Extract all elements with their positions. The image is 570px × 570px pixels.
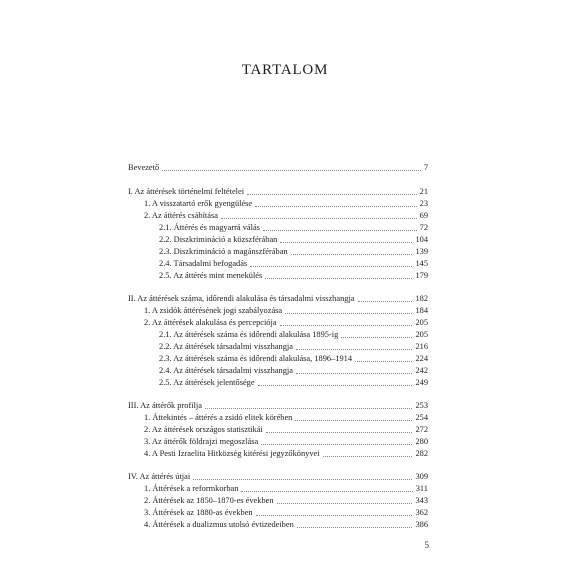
toc-entry-title: 2. Az áttérés csábítása [144, 211, 218, 220]
toc-entry-page: 343 [415, 496, 428, 505]
toc-entry-title: 1. Áttekintés – áttérés a zsidó elitek körében [144, 413, 293, 422]
toc-entry-title: 2.4. Társadalmi befogadás [159, 259, 248, 268]
toc-entry-title: IV. Az áttérés útjai [128, 472, 191, 481]
toc-leader-dots [241, 491, 412, 492]
toc-entry-title: 2. Áttérések az 1850–1870-es években [144, 496, 274, 505]
toc-entry-page: 309 [415, 472, 428, 481]
toc-leader-dots [263, 230, 417, 231]
toc-entry[interactable] [159, 365, 428, 376]
toc-entry-page: 205 [415, 318, 428, 327]
toc-entry[interactable] [159, 341, 428, 352]
toc-entry-page: 21 [419, 187, 428, 196]
toc-entry-page: 182 [415, 294, 428, 303]
toc-entry[interactable] [159, 222, 428, 233]
toc-leader-dots [162, 170, 421, 171]
toc-entry[interactable] [159, 270, 428, 281]
toc-entry-page: 254 [415, 413, 428, 422]
toc-entry-page: 386 [415, 520, 428, 529]
toc-entry-title: 4. Áttérések a dualizmus utolsó évtizedeiben [144, 520, 294, 529]
toc-leader-dots [358, 301, 413, 302]
toc-entry[interactable] [144, 495, 428, 506]
toc-entry-page: 184 [415, 306, 428, 315]
toc-entry[interactable] [128, 293, 428, 304]
toc-leader-dots [261, 444, 412, 445]
toc-entry-title: 2.3. Diszkrimináció a magánszférában [159, 247, 288, 256]
toc-entry[interactable] [144, 305, 428, 316]
toc-leader-dots [221, 218, 417, 219]
toc-entry[interactable] [144, 507, 428, 518]
toc-entry[interactable] [159, 234, 428, 245]
toc-entry[interactable] [159, 329, 428, 340]
toc-entry[interactable] [144, 448, 428, 459]
toc-entry[interactable] [144, 412, 428, 423]
toc-entry-title: III. Az áttérők profilja [128, 401, 202, 410]
toc-entry-title: 2.1. Áttérés és magyarrá válás [159, 223, 260, 232]
toc-leader-dots [285, 313, 412, 314]
toc-entry-title: 3. Áttérések az 1880-as években [144, 508, 253, 517]
toc-entry-title: 1. A visszatartó erők gyengülése [144, 199, 253, 208]
toc-entry-title: 2. Az áttérések alakulása és percepciója [144, 318, 277, 327]
toc-leader-dots [297, 527, 413, 528]
toc-leader-dots [205, 408, 412, 409]
toc-entry-title: 4. A Pesti Izraelita Hitközség kitérési jegyzőkönyvei [144, 449, 320, 458]
toc-leader-dots [255, 206, 416, 207]
toc-entry[interactable] [144, 210, 428, 221]
toc-entry-page: 280 [415, 437, 428, 446]
toc-entry-page: 249 [415, 378, 428, 387]
toc-entry-page: 7 [423, 163, 428, 172]
toc-entry-page: 362 [415, 508, 428, 517]
toc-entry-title: 3. Az áttérők földrajzi megoszlása [144, 437, 259, 446]
toc-entry-page: 104 [415, 235, 428, 244]
toc-entry-page: 282 [415, 449, 428, 458]
toc-entry-title: 2.2. Diszkrimináció a közszférában [159, 235, 278, 244]
toc-leader-dots [291, 254, 413, 255]
toc-leader-dots [323, 456, 413, 457]
toc-entry[interactable] [144, 317, 428, 328]
toc-entry[interactable] [128, 400, 428, 411]
toc-entry[interactable] [128, 471, 428, 482]
page-title: TARTALOM [241, 62, 329, 78]
toc-leader-dots [295, 420, 412, 421]
toc-entry-page: 23 [419, 199, 428, 208]
toc-entry-title: 2.5. Az áttérés mint menekülés [159, 271, 263, 280]
toc-entry-page: 242 [415, 366, 428, 375]
toc-leader-dots [280, 242, 412, 243]
toc-leader-dots [341, 337, 412, 338]
toc-entry-page: 272 [415, 425, 428, 434]
toc-leader-dots [296, 349, 412, 350]
toc-entry-page: 72 [419, 223, 428, 232]
toc-entry-page: 145 [415, 259, 428, 268]
toc-entry[interactable] [144, 198, 428, 209]
toc-entry-title: 2.3. Az áttérések száma és időrendi alakulása, 1896–1914 [159, 354, 353, 363]
toc-leader-dots [258, 385, 413, 386]
toc-leader-dots [247, 194, 417, 195]
toc-entry-page: 179 [415, 271, 428, 280]
toc-entry[interactable] [144, 424, 428, 435]
toc-entry-title: 2.5. Az áttérések jelentősége [159, 378, 255, 387]
toc-leader-dots [266, 432, 413, 433]
toc-leader-dots [265, 278, 412, 279]
toc-leader-dots [256, 515, 413, 516]
toc-entry-page: 253 [415, 401, 428, 410]
toc-entry[interactable] [128, 162, 428, 173]
toc-leader-dots [296, 373, 412, 374]
toc-entry-title: Bevezető [128, 163, 160, 172]
toc-entry[interactable] [144, 519, 428, 530]
toc-entry-title: I. Az áttérések történelmi feltételei [128, 187, 245, 196]
toc-leader-dots [280, 325, 413, 326]
toc-entry-page: 311 [415, 484, 428, 493]
toc-entry-page: 216 [415, 342, 428, 351]
toc-entry-page: 139 [415, 247, 428, 256]
toc-entry[interactable] [159, 246, 428, 257]
toc-entry[interactable] [128, 186, 428, 197]
toc-entry-title: 2.4. Az áttérések társadalmi visszhangja [159, 366, 293, 375]
toc-entry-page: 224 [415, 354, 428, 363]
toc-entry[interactable] [159, 377, 428, 388]
toc-leader-dots [193, 479, 412, 480]
toc-leader-dots [250, 266, 412, 267]
toc-entry-title: 1. Áttérések a reformkorban [144, 484, 239, 493]
toc-entry[interactable] [144, 483, 428, 494]
toc-entry-title: 2. Az áttérések országos statisztikái [144, 425, 263, 434]
toc-leader-dots [277, 503, 413, 504]
toc-leader-dots [355, 361, 412, 362]
toc-entry-title: 2.1. Az áttérések száma és időrendi alakulása 1895-ig [159, 330, 339, 339]
toc-entry-page: 69 [419, 211, 428, 220]
page-number: 5 [424, 540, 429, 550]
toc-entry[interactable] [144, 436, 428, 447]
toc-entry-page: 205 [415, 330, 428, 339]
toc-entry-title: 2.2. Az áttérések társadalmi visszhangja [159, 342, 293, 351]
toc-entry[interactable] [159, 353, 428, 364]
toc-entry-title: II. Az áttérések száma, időrendi alakulása és társadalmi visszhangja [128, 294, 355, 303]
toc-entry-title: 1. A zsidók áttérésének jogi szabályozása [144, 306, 283, 315]
toc-entry[interactable] [159, 258, 428, 269]
